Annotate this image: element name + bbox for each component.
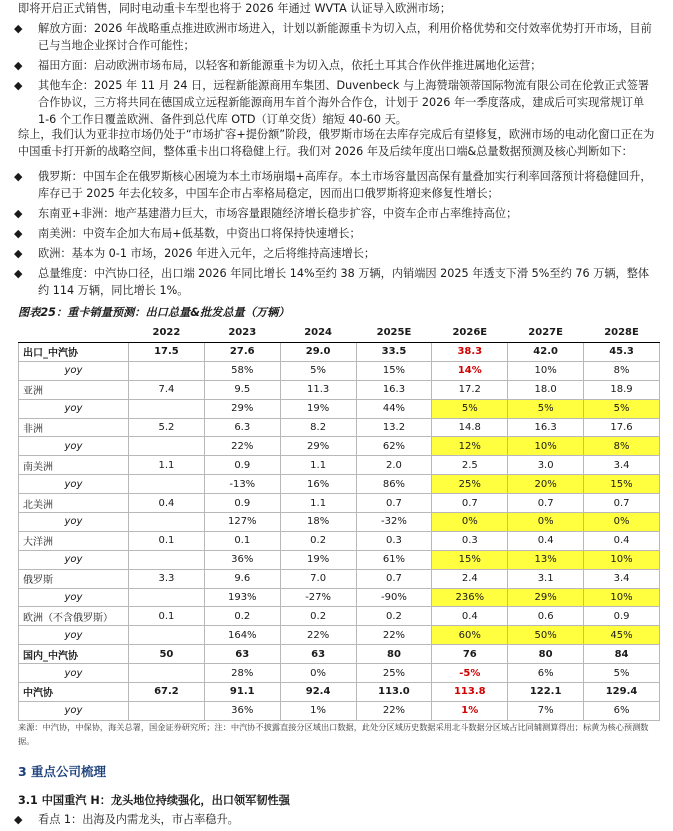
table-cell: 1% (432, 701, 508, 720)
table-cell (129, 513, 205, 532)
table-cell: 22% (204, 437, 280, 456)
table-cell: 7% (508, 701, 584, 720)
section-heading: 3 重点公司梳理 (18, 764, 107, 779)
table-cell: 7.4 (129, 380, 205, 399)
bullet-item: ◆ 看点 1：出海及内需龙头，市占率稳升。 (14, 813, 239, 826)
figure-number: 图表25： (18, 306, 68, 319)
table-cell: 0.4 (584, 531, 660, 550)
table-cell: 3.3 (129, 569, 205, 588)
table-header-cell: 2026E (432, 322, 508, 343)
table-cell: 7.0 (280, 569, 356, 588)
table-cell: 42.0 (508, 343, 584, 362)
row-label: 大洋洲 (19, 531, 129, 550)
table-cell: 19% (280, 399, 356, 418)
table-cell: 62% (356, 437, 432, 456)
bullet-item: ◆ 总量维度：中汽协口径，出口端 2026 年同比增长 14%至约 38 万辆，内销端因 2025 年透支下滑 5%至约 76 万辆，整体约 114 万辆，同比增长 1%。 (14, 267, 650, 297)
table-cell: 0.9 (204, 456, 280, 475)
table-row (19, 343, 660, 362)
table-cell: 22% (356, 626, 432, 645)
table-cell: 0.1 (204, 531, 280, 550)
table-row (19, 569, 660, 588)
table-cell: 16.3 (508, 418, 584, 437)
table-cell: 29% (204, 399, 280, 418)
table-cell: 0% (280, 664, 356, 683)
table-cell: 29.0 (280, 343, 356, 362)
table-cell: 13% (508, 550, 584, 569)
table-cell: 2.5 (432, 456, 508, 475)
table-cell: 50 (129, 645, 205, 664)
table-cell: 2.0 (356, 456, 432, 475)
table-cell: 3.0 (508, 456, 584, 475)
table-header-cell (19, 322, 129, 343)
table-cell: 1.1 (280, 494, 356, 513)
table-cell: 29% (280, 437, 356, 456)
table-cell: 164% (204, 626, 280, 645)
table-cell: 84 (584, 645, 660, 664)
table-header-cell: 2024 (280, 322, 356, 343)
table-cell: 113.0 (356, 683, 432, 702)
table-cell: 0.7 (508, 494, 584, 513)
table-cell: 10% (508, 437, 584, 456)
table-cell: 14.8 (432, 418, 508, 437)
bullet-list-top (0, 20, 673, 131)
row-label: yoy (19, 588, 129, 607)
table-header-cell: 2023 (204, 322, 280, 343)
table-cell: 17.5 (129, 343, 205, 362)
table-cell: 0.2 (204, 607, 280, 626)
table-cell: 45.3 (584, 343, 660, 362)
table-cell: 8.2 (280, 418, 356, 437)
forecast-table-wrapper (18, 322, 660, 721)
table-cell: 0.7 (356, 494, 432, 513)
table-cell: 61% (356, 550, 432, 569)
table-cell: 5% (280, 361, 356, 380)
intro-line: 即将开启正式销售，同时电动重卡车型也将于 2026 年通过 WVTA 认证导入欧洲市场； (18, 2, 452, 15)
table-row (19, 361, 660, 380)
table-cell: 3.4 (584, 456, 660, 475)
table-cell (129, 588, 205, 607)
table-cell: 10% (508, 361, 584, 380)
row-label: yoy (19, 437, 129, 456)
table-cell: 6.3 (204, 418, 280, 437)
table-cell: 113.8 (432, 683, 508, 702)
table-cell: 45% (584, 626, 660, 645)
row-label: 出口_中汽协 (19, 343, 129, 362)
table-header-cell: 2027E (508, 322, 584, 343)
table-cell: 27.6 (204, 343, 280, 362)
bullet-item: ◆ 东南亚+非洲：地产基建潜力巨大，市场容量跟随经济增长稳步扩容，中资车企市占率维持高位； (14, 207, 518, 220)
table-cell: 5% (432, 399, 508, 418)
table-cell: 3.4 (584, 569, 660, 588)
table-cell: 1.1 (280, 456, 356, 475)
table-cell (129, 626, 205, 645)
table-row (19, 626, 660, 645)
table-cell: 0% (584, 513, 660, 532)
table-cell: 50% (508, 626, 584, 645)
diamond-bullet-icon: ◆ (14, 22, 23, 35)
table-cell: 5% (508, 399, 584, 418)
table-row (19, 475, 660, 494)
table-cell: 80 (356, 645, 432, 664)
table-cell: 38.3 (432, 343, 508, 362)
source-note: 来源：中汽协，中保协，海关总署，国金证券研究所；注：中汽协不披露直接分区域出口数据，此处分区域历史数据采用北斗数据分区域占比同辅测算得出；标黄为核心预测数据。 (18, 722, 649, 746)
table-cell: 1% (280, 701, 356, 720)
diamond-bullet-icon: ◆ (14, 813, 23, 826)
table-cell: 5% (584, 399, 660, 418)
table-row (19, 550, 660, 569)
table-cell: 18% (280, 513, 356, 532)
row-label: 欧洲（不含俄罗斯） (19, 607, 129, 626)
table-cell: 15% (584, 475, 660, 494)
table-cell: 0.3 (432, 531, 508, 550)
table-cell: 22% (280, 626, 356, 645)
table-cell: 3.1 (508, 569, 584, 588)
table-cell: 80 (508, 645, 584, 664)
diamond-bullet-icon: ◆ (14, 79, 23, 92)
table-cell: 9.6 (204, 569, 280, 588)
row-label: yoy (19, 701, 129, 720)
table-cell: 86% (356, 475, 432, 494)
table-cell: 0.4 (129, 494, 205, 513)
diamond-bullet-icon: ◆ (14, 227, 23, 240)
summary-paragraph: 综上，我们认为亚非拉市场仍处于“市场扩容+提份额”阶段，俄罗斯市场在去库存完成后有望修复，欧洲市场的电动化窗口正在为中国重卡打开新的战略空间，整体重卡出口将稳健上行。我们对 2026 年及后续年度出口端&总量数据预测及核心判断如下： (18, 128, 655, 158)
table-cell: 22% (356, 701, 432, 720)
table-cell: 8% (584, 361, 660, 380)
bullet-item: ◆ 南美洲：中资车企加大布局+低基数，中资出口将保持快速增长； (14, 227, 361, 240)
table-row (19, 456, 660, 475)
table-cell: 17.6 (584, 418, 660, 437)
table-row (19, 513, 660, 532)
table-cell: 63 (280, 645, 356, 664)
table-cell: 6% (584, 701, 660, 720)
table-cell: 36% (204, 550, 280, 569)
table-header-row (19, 322, 660, 343)
table-cell: 25% (432, 475, 508, 494)
subsection-heading: 3.1 中国重汽 H：龙头地位持续强化，出口领军韧性强 (18, 794, 290, 807)
table-cell: 0% (508, 513, 584, 532)
table-cell: 236% (432, 588, 508, 607)
bullet-list-company (0, 811, 673, 831)
table-cell: 10% (584, 550, 660, 569)
table-cell: 5.2 (129, 418, 205, 437)
bullet-item: ◆ 俄罗斯：中国车企在俄罗斯核心困境为本土市场崩塌+高库存。本土市场容量因高保有量叠加实行利率回落预计将稳健回升，库存已于 2025 年去化较多，中国车企市占率格局稳定，因而出口俄罗斯将迎来修复性增长； (14, 170, 652, 200)
table-cell: 13.2 (356, 418, 432, 437)
table-cell: 0.1 (129, 607, 205, 626)
table-cell: 127% (204, 513, 280, 532)
table-cell: 0.4 (508, 531, 584, 550)
forecast-table (18, 322, 660, 721)
row-label: 非洲 (19, 418, 129, 437)
table-cell: 8% (584, 437, 660, 456)
table-cell: 19% (280, 550, 356, 569)
table-cell: 6% (508, 664, 584, 683)
table-cell: 0% (432, 513, 508, 532)
table-cell: 15% (356, 361, 432, 380)
diamond-bullet-icon: ◆ (14, 267, 23, 280)
row-label: 俄罗斯 (19, 569, 129, 588)
table-cell: 5% (584, 664, 660, 683)
figure-title: 重卡销量预测：出口总量&批发总量（万辆） (67, 306, 290, 319)
table-cell (129, 664, 205, 683)
bullet-item: ◆ 欧洲：基本为 0-1 市场，2026 年进入元年，之后将维持高速增长； (14, 247, 376, 260)
table-cell: 0.7 (432, 494, 508, 513)
table-cell: 11.3 (280, 380, 356, 399)
table-row (19, 664, 660, 683)
row-label: 南美洲 (19, 456, 129, 475)
table-cell: 91.1 (204, 683, 280, 702)
table-cell: 16.3 (356, 380, 432, 399)
row-label: 亚洲 (19, 380, 129, 399)
table-cell: 129.4 (584, 683, 660, 702)
table-cell (129, 550, 205, 569)
bullet-list-forecast (0, 168, 673, 302)
table-cell: 20% (508, 475, 584, 494)
diamond-bullet-icon: ◆ (14, 247, 23, 260)
table-row (19, 701, 660, 720)
row-label: yoy (19, 664, 129, 683)
figure-caption (18, 304, 289, 320)
row-label: yoy (19, 361, 129, 380)
table-row (19, 683, 660, 702)
table-cell: 193% (204, 588, 280, 607)
table-cell: 67.2 (129, 683, 205, 702)
row-label: yoy (19, 626, 129, 645)
row-label: yoy (19, 475, 129, 494)
table-cell: 1.1 (129, 456, 205, 475)
table-cell: 29% (508, 588, 584, 607)
table-cell (129, 475, 205, 494)
row-label: yoy (19, 399, 129, 418)
row-label: yoy (19, 513, 129, 532)
diamond-bullet-icon: ◆ (14, 207, 23, 220)
table-cell: -5% (432, 664, 508, 683)
table-cell: 18.9 (584, 380, 660, 399)
table-row (19, 645, 660, 664)
table-cell: 15% (432, 550, 508, 569)
table-row (19, 380, 660, 399)
table-cell: 25% (356, 664, 432, 683)
table-cell: 0.2 (356, 607, 432, 626)
table-row (19, 531, 660, 550)
table-cell: 0.7 (356, 569, 432, 588)
table-row (19, 607, 660, 626)
table-row (19, 399, 660, 418)
table-header-cell: 2022 (129, 322, 205, 343)
table-cell: -90% (356, 588, 432, 607)
table-row (19, 588, 660, 607)
diamond-bullet-icon: ◆ (14, 59, 23, 72)
row-label: yoy (19, 550, 129, 569)
table-cell: 58% (204, 361, 280, 380)
table-cell: 33.5 (356, 343, 432, 362)
table-cell: -32% (356, 513, 432, 532)
table-cell: 0.2 (280, 531, 356, 550)
table-cell: 76 (432, 645, 508, 664)
table-row (19, 418, 660, 437)
table-cell: -27% (280, 588, 356, 607)
bullet-item: ◆ 福田方面：启动欧洲市场布局，以轻客和新能源重卡为切入点，依托土耳其合作伙伴推进属地化运营； (14, 59, 542, 72)
table-cell: 0.6 (508, 607, 584, 626)
bullet-item: ◆ 其他车企：2025 年 11 月 24 日，远程新能源商用车集团、Duvenbeck 与上海赞瑞领蒂国际物流有限公司在伦敦正式签署合作协议，三方将共同在德国成立远程新能源商用车首个海外合作仓，计划于 2026 年一季度落成，建成后可实现常规订单 1-6 个工作日覆盖欧洲、备件到总代库 OTD（订单交货）缩短 40-60 天。 (14, 79, 650, 126)
table-cell: -13% (204, 475, 280, 494)
diamond-bullet-icon: ◆ (14, 170, 23, 183)
table-cell: 12% (432, 437, 508, 456)
table-cell: 9.5 (204, 380, 280, 399)
table-header-cell: 2028E (584, 322, 660, 343)
table-cell: 0.9 (204, 494, 280, 513)
table-cell: 92.4 (280, 683, 356, 702)
row-label: 中汽协 (19, 683, 129, 702)
table-cell: 0.9 (584, 607, 660, 626)
table-cell: 0.3 (356, 531, 432, 550)
table-body (19, 343, 660, 721)
bullet-item: ◆ 解放方面：2026 年战略重点推进欧洲市场进入，计划以新能源重卡为切入点，利用价格优势和交付效率优势打开市场，目前已与当地企业探讨合作可能性； (14, 22, 652, 52)
table-row (19, 494, 660, 513)
table-cell: 44% (356, 399, 432, 418)
table-cell: 28% (204, 664, 280, 683)
table-cell: 2.4 (432, 569, 508, 588)
table-cell: 0.1 (129, 531, 205, 550)
row-label: 北美洲 (19, 494, 129, 513)
table-cell: 0.2 (280, 607, 356, 626)
table-cell (129, 399, 205, 418)
table-cell: 36% (204, 701, 280, 720)
table-cell: 0.4 (432, 607, 508, 626)
table-row (19, 437, 660, 456)
table-cell: 63 (204, 645, 280, 664)
table-cell: 122.1 (508, 683, 584, 702)
row-label: 国内_中汽协 (19, 645, 129, 664)
table-cell (129, 361, 205, 380)
table-cell: 18.0 (508, 380, 584, 399)
table-header-cell: 2025E (356, 322, 432, 343)
table-cell: 10% (584, 588, 660, 607)
table-cell: 0.7 (584, 494, 660, 513)
table-cell: 14% (432, 361, 508, 380)
table-cell (129, 437, 205, 456)
table-cell (129, 701, 205, 720)
table-cell: 16% (280, 475, 356, 494)
table-cell: 60% (432, 626, 508, 645)
table-cell: 17.2 (432, 380, 508, 399)
